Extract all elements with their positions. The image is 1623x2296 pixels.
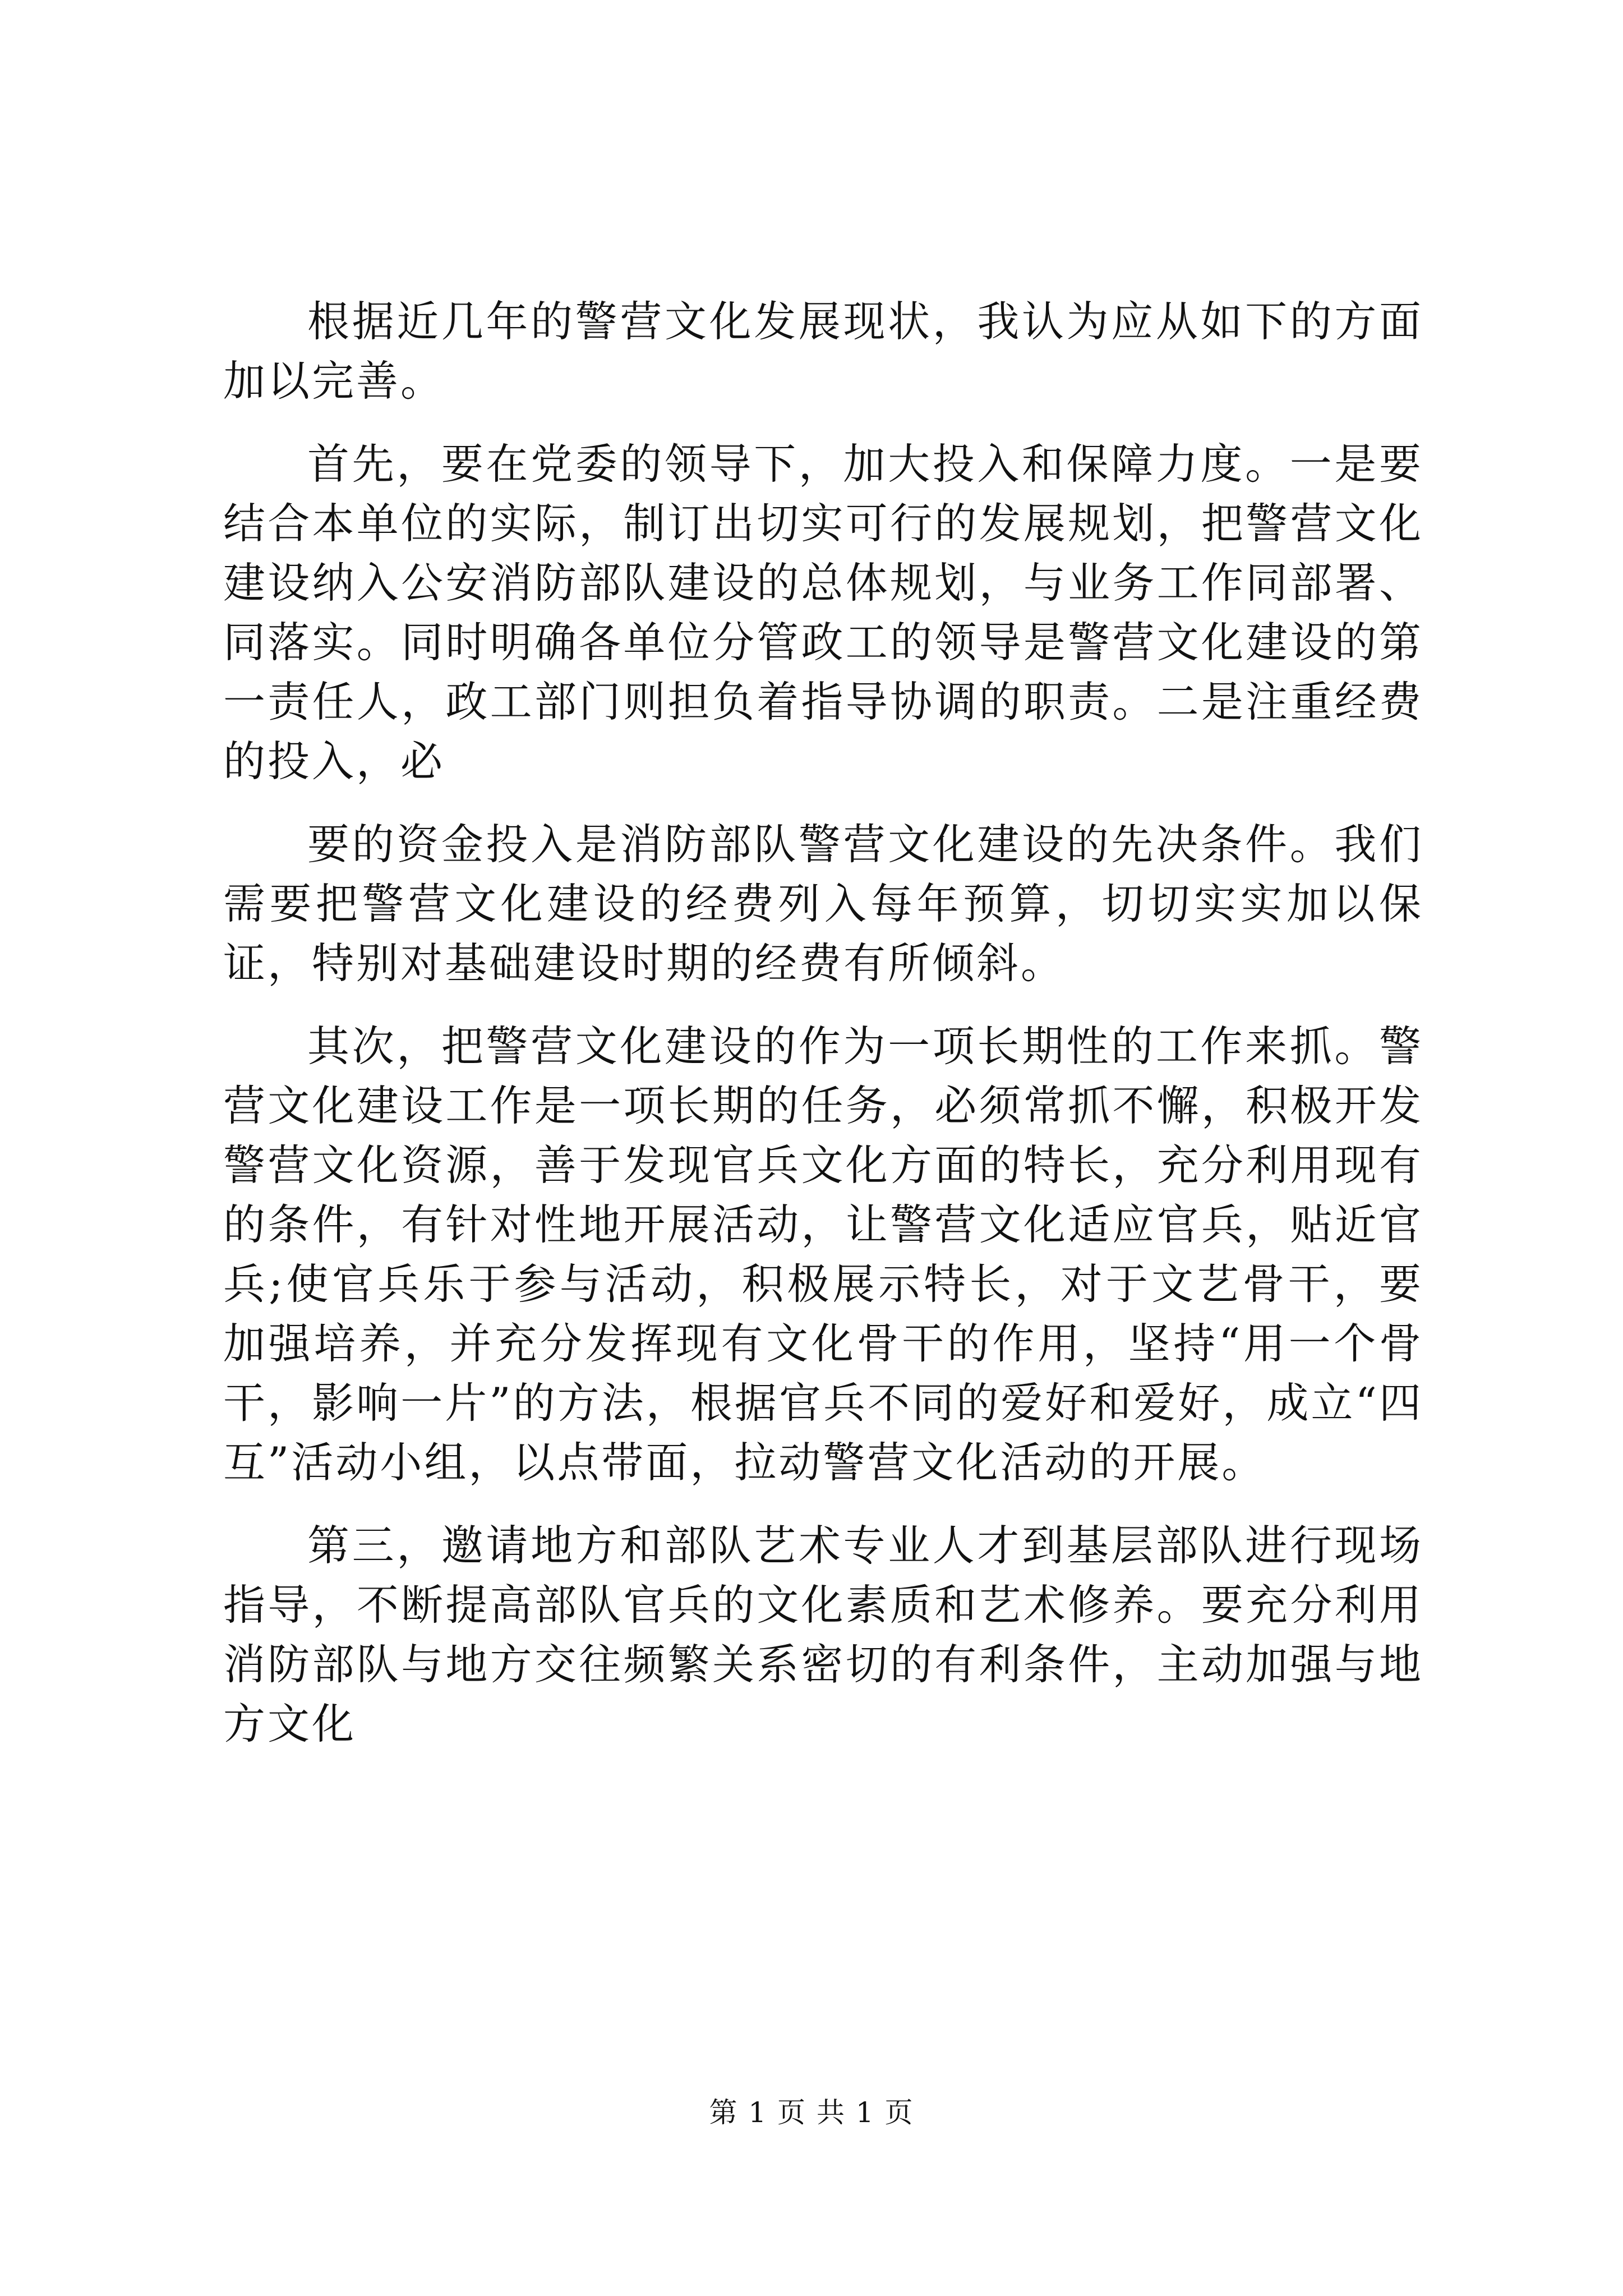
paragraph-funding: 要的资金投入是消防部队警营文化建设的先决条件。我们需要把警营文化建设的经费列入每年预算，切切实实加以保证，特别对基础建设时期的经费有所倾斜。	[223, 820, 1423, 988]
paragraph-second-point: 其次，把警营文化建设的作为一项长期性的工作来抓。警营文化建设工作是一项长期的任务，必须常抓不懈，积极开发警营文化资源，善于发现官兵文化方面的特长，充分利用现有的条件，有针对性地开展活动，让警营文化适应官兵，贴近官兵;使官兵乐于参与活动，积极展示特长，对于文艺骨干，要加强培养，并充分发挥现有文化骨干的作用，坚持“用一个骨干，影响一片”的方法，根据官兵不同的爱好和爱好，成立“四互”活动小组，以点带面，拉动警营文化活动的开展。	[223, 1022, 1423, 1487]
paragraph-intro: 根据近几年的警营文化发展现状，我认为应从如下的方面加以完善。	[223, 297, 1423, 406]
paragraph-first-point: 首先，要在党委的领导下，加大投入和保障力度。一是要结合本单位的实际，制订出切实可行的发展规划，把警营文化建设纳入公安消防部队建设的总体规划，与业务工作同部署、同落实。同时明确各单位分管政工的领导是警营文化建设的第一责任人，政工部门则担负着指导协调的职责。二是注重经费的投入，必	[223, 439, 1423, 786]
page-footer: 第 1 页 共 1 页	[709, 2096, 914, 2129]
document-body	[223, 292, 1423, 1754]
paragraph-third-point: 第三，邀请地方和部队艺术专业人才到基层部队进行现场指导，不断提高部队官兵的文化素质和艺术修养。要充分利用消防部队与地方交往频繁关系密切的有利条件，主动加强与地方文化	[223, 1521, 1423, 1749]
